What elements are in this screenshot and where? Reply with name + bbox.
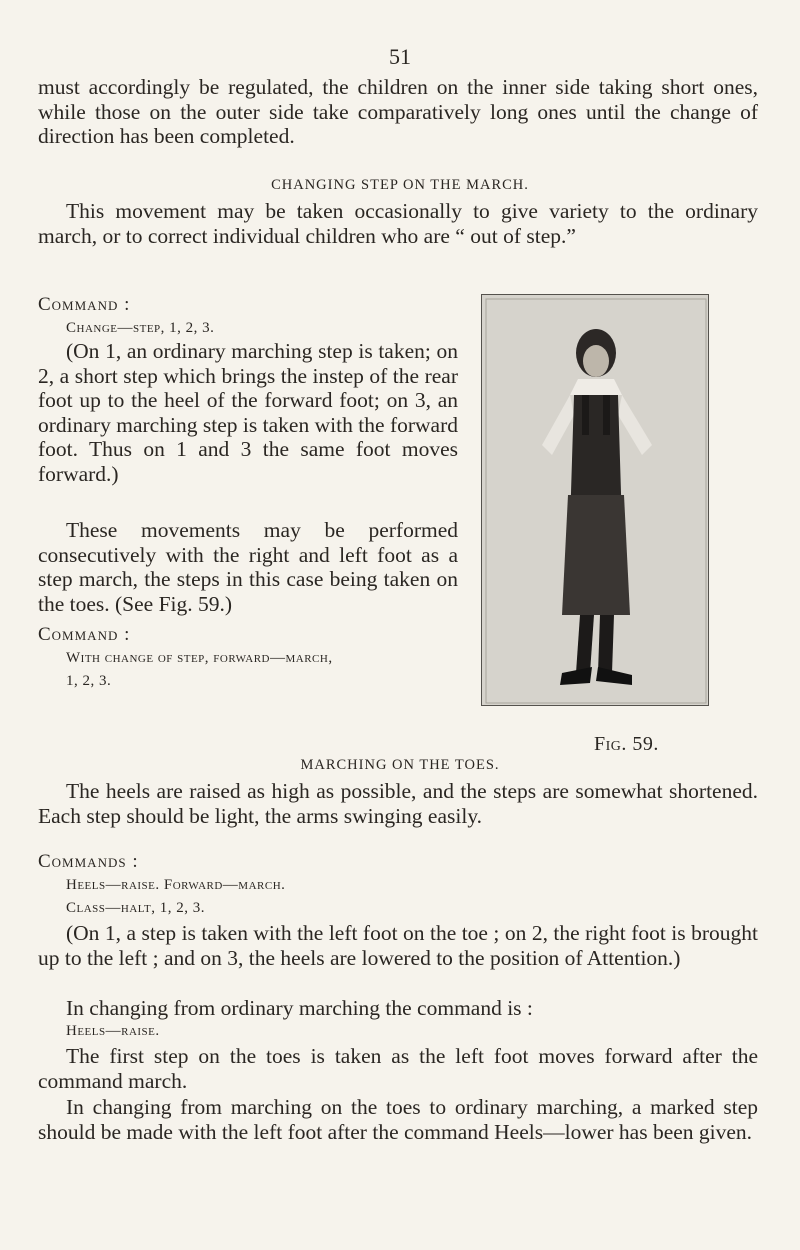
figure-photo bbox=[481, 294, 709, 706]
commands-heading: Commands : bbox=[38, 851, 139, 872]
class-halt-command: Class—halt, 1, 2, 3. bbox=[66, 900, 205, 916]
change-step-explanation: (On 1, an ordinary marching step is taken; on 2, a short step which brings the instep of the rear foot up to the heel of the forward foot; on 3, an ordinary marching step is taken with the forward foot. Thus on 1 and 3 the same foot moves forward.) bbox=[38, 339, 458, 486]
first-step-note: The first step on the toes is taken as the left foot moves forward after the command march. bbox=[38, 1044, 758, 1093]
command-heading-2: Command : bbox=[38, 624, 131, 645]
toes-explanation: (On 1, a step is taken with the left foot on the toe ; on 2, the right foot is brought up to the left ; and on 3, the heels are lowered to the position of Attention.) bbox=[38, 921, 758, 970]
intro-paragraph: must accordingly be regulated, the children on the inner side taking short ones, while those on the outer side take comparatively long ones until the change of direction has been completed. bbox=[38, 75, 758, 148]
change-step-forward-count: 1, 2, 3. bbox=[66, 673, 112, 689]
section-heading-marching-toes: MARCHING ON THE TOES. bbox=[300, 757, 500, 773]
command-heading: Command : bbox=[38, 294, 131, 315]
heels-raise-command-2: Heels—raise. bbox=[66, 1023, 160, 1039]
figure-caption: Fig. 59. bbox=[594, 733, 659, 755]
change-step-command: Change—step, 1, 2, 3. bbox=[66, 320, 215, 336]
step-march-note: These movements may be performed consecutively with the right and left foot as a step march, the steps in this case being taken on the toes. (See Fig. 59.) bbox=[38, 518, 458, 616]
changing-note: In changing from ordinary marching the command is : bbox=[66, 996, 533, 1020]
page-number: 51 bbox=[389, 44, 411, 69]
final-note: In changing from marching on the toes to ordinary marching, a marked step should be made with the left foot after the command Heels—lower has been given. bbox=[38, 1095, 758, 1144]
figure-illustration bbox=[482, 295, 709, 706]
heels-raise-command: Heels—raise. Forward—march. bbox=[66, 877, 286, 893]
change-step-forward-command: With change of step, forward—march, bbox=[66, 650, 333, 666]
section-heading-changing-step: CHANGING STEP ON THE MARCH. bbox=[271, 177, 529, 193]
changing-step-paragraph: This movement may be taken occasionally to give variety to the ordinary march, or to correct individual children who are “ out of step.” bbox=[38, 199, 758, 248]
marching-toes-paragraph: The heels are raised as high as possible, and the steps are somewhat shortened. Each step should be light, the arms swinging easily. bbox=[38, 779, 758, 828]
